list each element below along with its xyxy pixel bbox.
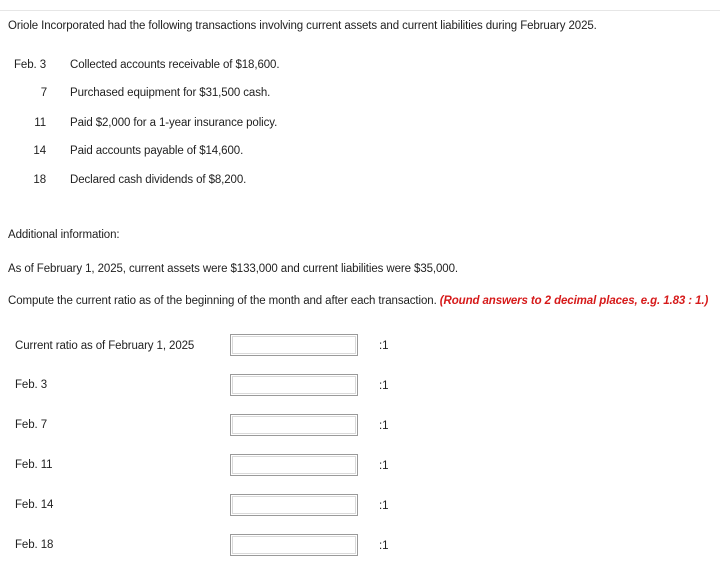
- top-divider: [0, 10, 720, 11]
- transaction-description: Declared cash dividends of $8,200.: [70, 174, 247, 186]
- as-of-statement: As of February 1, 2025, current assets were $133,000 and current liabilities were $35,000.: [8, 263, 458, 275]
- ratio-suffix: :1: [379, 420, 389, 432]
- rounding-note: (Round answers to 2 decimal places, e.g. 1.83 : 1.): [439, 295, 709, 307]
- transaction-date: 14: [33, 145, 46, 157]
- additional-info-label: Additional information:: [8, 229, 120, 241]
- ratio-row-label: Feb. 3: [15, 379, 48, 391]
- transaction-description: Paid $2,000 for a 1-year insurance policy.: [70, 117, 278, 129]
- transaction-description: Paid accounts payable of $14,600.: [70, 145, 244, 157]
- ratio-suffix: :1: [379, 340, 389, 352]
- ratio-suffix: :1: [379, 380, 389, 392]
- transaction-description: Collected accounts receivable of $18,600.: [70, 59, 280, 71]
- ratio-input-feb-3[interactable]: [230, 374, 358, 396]
- instruction-text: [8, 295, 708, 307]
- instruction-main: Compute the current ratio as of the beginning of the month and after each transaction.: [8, 295, 437, 307]
- ratio-row-label: Feb. 11: [15, 459, 53, 471]
- ratio-suffix: :1: [379, 540, 389, 552]
- ratio-suffix: :1: [379, 500, 389, 512]
- ratio-input-feb-11[interactable]: [230, 454, 358, 476]
- transaction-date: Feb. 3: [13, 59, 46, 71]
- ratio-input-feb-7[interactable]: [230, 414, 358, 436]
- transaction-date: 11: [34, 117, 46, 129]
- transaction-description: Purchased equipment for $31,500 cash.: [70, 87, 271, 99]
- ratio-input-feb-14[interactable]: [230, 494, 358, 516]
- ratio-row-label: Feb. 7: [15, 419, 48, 431]
- transaction-date: 7: [40, 87, 47, 99]
- problem-intro: Oriole Incorporated had the following transactions involving current assets and current liabilities during February 2025.: [8, 20, 597, 32]
- ratio-row-label: Current ratio as of February 1, 2025: [15, 340, 195, 352]
- ratio-row-label: Feb. 18: [15, 539, 54, 551]
- ratio-input-feb-1[interactable]: [230, 334, 358, 356]
- ratio-row-label: Feb. 14: [15, 499, 54, 511]
- ratio-suffix: :1: [379, 460, 389, 472]
- ratio-input-feb-18[interactable]: [230, 534, 358, 556]
- transaction-date: 18: [33, 174, 46, 186]
